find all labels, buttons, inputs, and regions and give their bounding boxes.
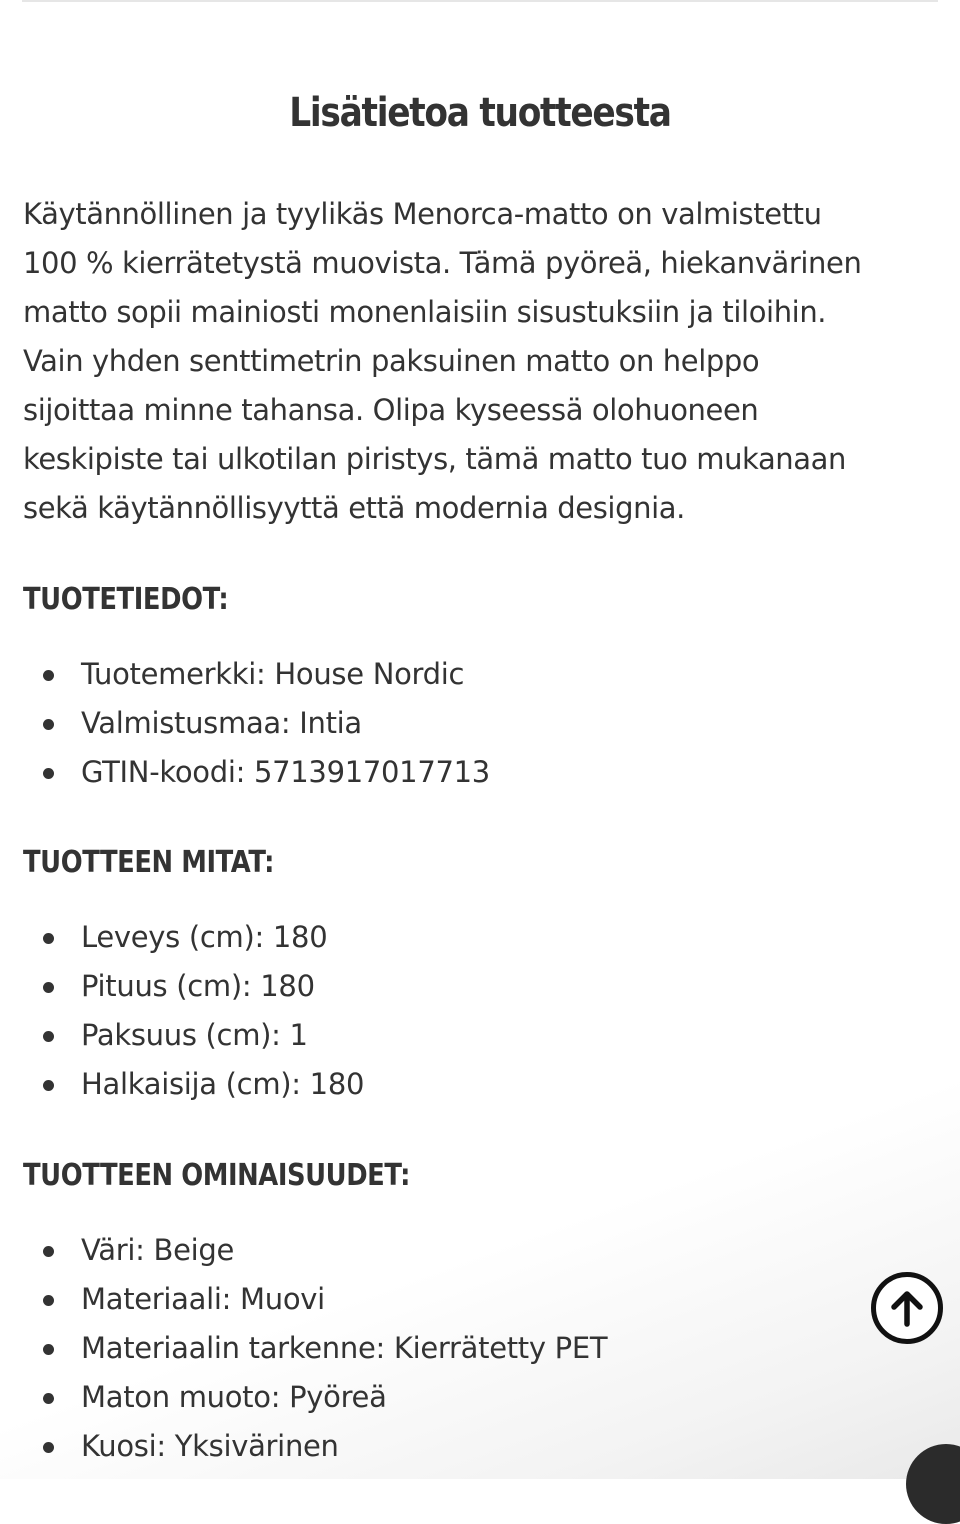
section-title: Lisätietoa tuotteesta (289, 90, 671, 136)
bullet-icon (43, 1080, 54, 1091)
list-item-text: Tuotemerkki: House Nordic (81, 657, 465, 691)
bullet-icon (43, 1246, 54, 1257)
bullet-icon (43, 1393, 54, 1404)
product-description (23, 190, 937, 533)
list-item (23, 1226, 607, 1275)
bullet-icon (43, 670, 54, 681)
description-line: 100 % kierrätetystä muovista. Tämä pyöreä, hiekanvärinen (23, 246, 862, 280)
list-item-text: Paksuus (cm): 1 (81, 1018, 308, 1052)
ominaisuudet-heading: TUOTTEEN OMINAISUUDET: (23, 1158, 411, 1193)
ominaisuudet-list (23, 1226, 607, 1471)
bullet-icon (43, 1295, 54, 1306)
list-item-text: Pituus (cm): 180 (81, 969, 315, 1003)
mitat-heading: TUOTTEEN MITAT: (23, 845, 274, 880)
bullet-icon (43, 719, 54, 730)
bullet-icon (43, 768, 54, 779)
description-line: Vain yhden senttimetrin paksuinen matto on helppo (23, 344, 760, 378)
bullet-icon (43, 1031, 54, 1042)
list-item (23, 1422, 607, 1471)
list-item (23, 913, 364, 962)
tuotetiedot-list (23, 650, 490, 797)
description-line: sekä käytännöllisyyttä että modernia designia. (23, 491, 685, 525)
list-item-text: Materiaali: Muovi (81, 1282, 325, 1316)
list-item-text: Valmistusmaa: Intia (81, 706, 362, 740)
list-item-text: Kuosi: Yksivärinen (81, 1429, 339, 1463)
description-line: matto sopii mainiosti monenlaisiin sisustuksiin ja tiloihin. (23, 295, 827, 329)
list-item (23, 699, 490, 748)
bullet-icon (43, 982, 54, 993)
tuotetiedot-heading: TUOTETIEDOT: (23, 582, 229, 617)
bullet-icon (43, 1344, 54, 1355)
list-item (23, 962, 364, 1011)
list-item (23, 1060, 364, 1109)
list-item (23, 1373, 607, 1422)
mitat-list (23, 913, 364, 1109)
description-line: sijoittaa minne tahansa. Olipa kyseessä olohuoneen (23, 393, 759, 427)
list-item-text: Väri: Beige (81, 1233, 235, 1267)
list-item-text: Maton muoto: Pyöreä (81, 1380, 387, 1414)
list-item (23, 1324, 607, 1373)
list-item (23, 650, 490, 699)
top-divider (22, 0, 938, 2)
bullet-icon (43, 933, 54, 944)
description-line: keskipiste tai ulkotilan piristys, tämä matto tuo mukanaan (23, 442, 847, 476)
arrow-up-circle-icon (885, 1286, 929, 1330)
list-item (23, 1011, 364, 1060)
list-item (23, 748, 490, 797)
scroll-to-top-button[interactable] (871, 1272, 943, 1344)
list-item-text: GTIN-koodi: 5713917017713 (81, 755, 490, 789)
list-item-text: Materiaalin tarkenne: Kierrätetty PET (81, 1331, 608, 1365)
list-item-text: Halkaisija (cm): 180 (81, 1067, 365, 1101)
list-item (23, 1275, 607, 1324)
description-line: Käytännöllinen ja tyylikäs Menorca-matto on valmistettu (23, 197, 822, 231)
list-item-text: Leveys (cm): 180 (81, 920, 328, 954)
bullet-icon (43, 1442, 54, 1453)
